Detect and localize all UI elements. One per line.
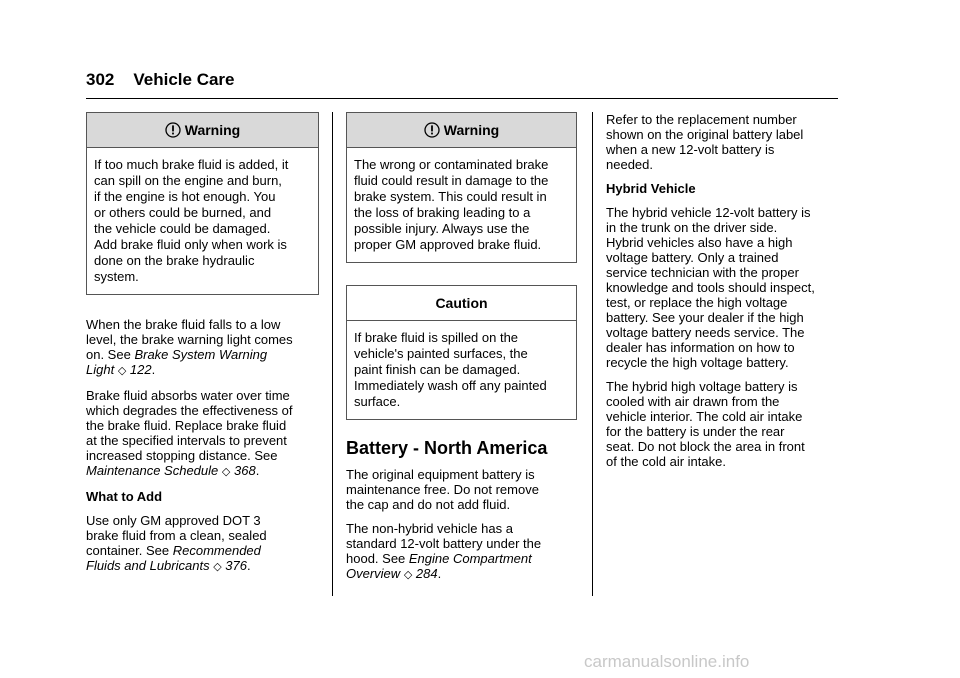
text-line: Hybrid vehicles also have a high <box>606 235 793 250</box>
brake-fluid-low-paragraph <box>86 317 319 379</box>
text-line: Refer to the replacement number <box>606 112 797 127</box>
text-line: the brake fluid. Replace brake fluid <box>86 418 287 433</box>
column-2 <box>346 112 577 592</box>
page-ref-icon: ◇ <box>213 561 222 573</box>
text-punct: . <box>247 558 251 573</box>
column-divider-1 <box>332 112 333 596</box>
page-ref-icon: ◇ <box>117 365 127 377</box>
engine-compartment-link[interactable]: Engine Compartment <box>408 551 532 566</box>
text-line: recycle the high voltage battery. <box>606 355 789 370</box>
warning-box-1-header <box>87 113 318 148</box>
text-line: the cap and do not add fluid. <box>346 497 511 512</box>
text-line: level, the brake warning light comes <box>86 332 293 347</box>
text-line: the vehicle could be damaged. <box>94 221 271 236</box>
text-line: dealer has information on how to <box>606 340 795 355</box>
text-line: maintenance free. Do not remove <box>346 482 539 497</box>
text-line: surface. <box>354 394 401 409</box>
text-line: knowledge and tools should inspect, <box>606 280 815 295</box>
brake-warning-light-link[interactable]: Brake System Warning <box>134 347 268 362</box>
text-line: The wrong or contaminated brake <box>354 157 549 172</box>
page-ref-number[interactable]: 284 <box>415 566 438 581</box>
text-line: system. <box>94 269 139 284</box>
text-line: paint finish can be damaged. <box>354 362 521 377</box>
text-line: increased stopping distance. See <box>86 448 278 463</box>
text-line: done on the brake hydraulic <box>94 253 255 268</box>
warning-box-2-header <box>347 113 576 148</box>
text-line: vehicle interior. The cold air intake <box>606 409 803 424</box>
text-line: The original equipment battery is <box>346 467 535 482</box>
what-to-add-paragraph <box>86 513 319 575</box>
battery-paragraph-2 <box>346 521 577 583</box>
text-line: vehicle's painted surfaces, the <box>354 346 528 361</box>
warning-box-1-label: Warning <box>184 121 241 138</box>
column-1 <box>86 112 319 584</box>
replacement-paragraph <box>606 112 842 172</box>
caution-box-body <box>347 321 576 419</box>
battery-paragraph-1 <box>346 467 577 512</box>
text-line: When the brake fluid falls to a low <box>86 317 281 332</box>
column-divider-2 <box>592 112 593 596</box>
text-punct: . <box>437 566 442 581</box>
warning-box-1-body <box>87 148 318 294</box>
recommended-fluids-link-cont[interactable]: Fluids and Lubricants <box>86 558 210 573</box>
text-line: voltage battery. Only a trained <box>606 250 779 265</box>
engine-compartment-link-cont[interactable]: Overview <box>346 566 401 581</box>
text-line: when a new 12-volt battery is <box>606 142 775 157</box>
page-ref-icon: ◇ <box>403 569 413 581</box>
text-line: or others could be burned, and <box>94 205 272 220</box>
page-number: 302 <box>86 70 115 89</box>
section-title-battery: Battery - North America <box>346 438 548 458</box>
page-title: Vehicle Care <box>133 70 235 89</box>
header-rule <box>86 98 838 99</box>
text-line: in the trunk on the driver side. <box>606 220 778 235</box>
text-line: seat. Do not block the area in front <box>606 439 805 454</box>
text-line: can spill on the engine and burn, <box>94 173 282 188</box>
text-line: proper GM approved brake fluid. <box>354 237 542 252</box>
text-line: cooled with air drawn from the <box>606 394 780 409</box>
column-3 <box>606 112 842 478</box>
text-line: needed. <box>606 157 653 172</box>
maintenance-schedule-link[interactable]: Maintenance Schedule <box>86 463 219 478</box>
hybrid-paragraph-1 <box>606 205 842 370</box>
page-ref-number[interactable]: 368 <box>233 463 256 478</box>
text-line: Immediately wash off any painted <box>354 378 547 393</box>
warning-box-1 <box>86 112 319 295</box>
text-line: at the specified intervals to prevent <box>86 433 287 448</box>
text-line: If too much brake fluid is added, it <box>94 157 289 172</box>
text-line: Use only GM approved DOT 3 <box>86 513 261 528</box>
subheading-what-to-add: What to Add <box>86 489 163 504</box>
text-line: Brake fluid absorbs water over time <box>86 388 290 403</box>
warning-box-2-label: Warning <box>443 121 500 138</box>
text-line: test, or replace the high voltage <box>606 295 788 310</box>
hybrid-paragraph-2 <box>606 379 842 469</box>
brake-fluid-water-paragraph <box>86 388 319 480</box>
watermark: carmanualsonline.info <box>584 652 750 671</box>
warning-icon <box>424 122 440 138</box>
text-line: which degrades the effectiveness of <box>86 403 293 418</box>
text-line: The non-hybrid vehicle has a <box>346 521 513 536</box>
text-punct: . <box>151 362 156 377</box>
text-line: shown on the original battery label <box>606 127 804 142</box>
text-line: If brake fluid is spilled on the <box>354 330 519 345</box>
text-line: service technician with the proper <box>606 265 799 280</box>
text-line: possible injury. Always use the <box>354 221 530 236</box>
text-line: hood. See <box>346 551 409 566</box>
page-ref-icon: ◇ <box>221 466 231 478</box>
text-line: Add brake fluid only when work is <box>94 237 287 252</box>
text-line: for the battery is under the rear <box>606 424 785 439</box>
subheading-hybrid-vehicle: Hybrid Vehicle <box>606 181 696 196</box>
text-line: the loss of braking leading to a <box>354 205 531 220</box>
warning-box-2-body <box>347 148 576 262</box>
text-line: brake system. This could result in <box>354 189 547 204</box>
text-line: brake fluid from a clean, sealed <box>86 528 267 543</box>
text-line: The hybrid vehicle 12-volt battery is <box>606 205 811 220</box>
text-line: on. See <box>86 347 135 362</box>
caution-box <box>346 285 577 420</box>
brake-warning-light-link-cont[interactable]: Light <box>86 362 115 377</box>
text-line: of the cold air intake. <box>606 454 726 469</box>
caution-box-label: Caution <box>435 294 488 311</box>
page-header <box>86 70 235 90</box>
text-line: if the engine is hot enough. You <box>94 189 276 204</box>
page-ref-number[interactable]: 376 <box>225 558 247 573</box>
text-line: container. See <box>86 543 173 558</box>
caution-box-header <box>347 286 576 321</box>
text-line: battery. See your dealer if the high <box>606 310 804 325</box>
text-line: fluid could result in damage to the <box>354 173 549 188</box>
recommended-fluids-link[interactable]: Recommended <box>172 543 261 558</box>
text-line: standard 12-volt battery under the <box>346 536 542 551</box>
text-line: The hybrid high voltage battery is <box>606 379 798 394</box>
warning-icon <box>165 122 181 138</box>
page-ref-number[interactable]: 122 <box>129 362 152 377</box>
warning-box-2 <box>346 112 577 263</box>
text-punct: . <box>255 463 260 478</box>
text-line: voltage battery needs service. The <box>606 325 805 340</box>
